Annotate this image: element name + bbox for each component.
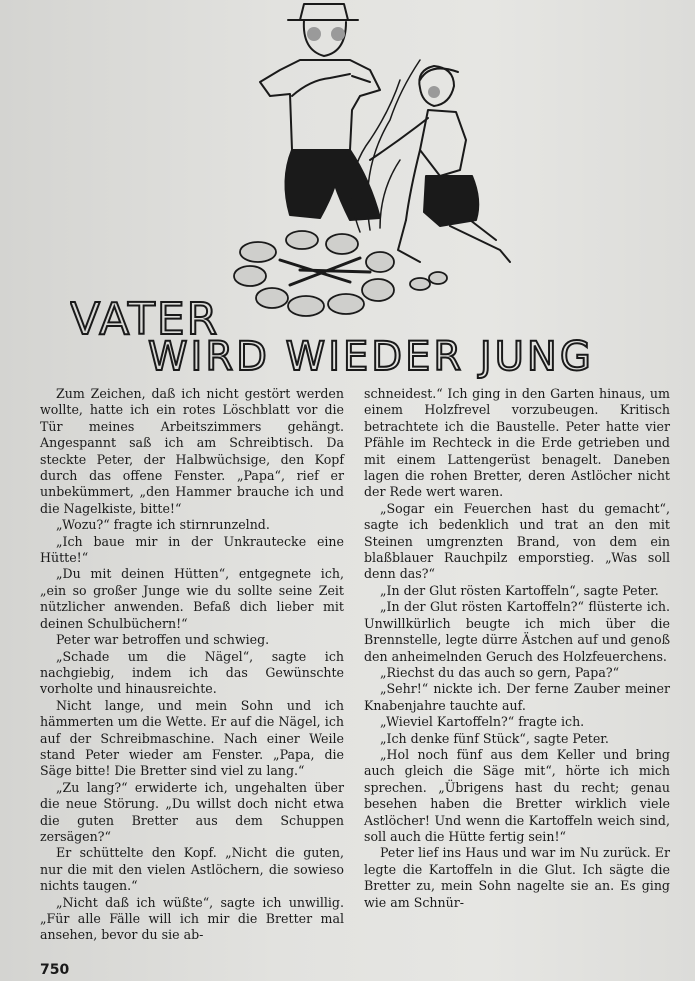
paragraph: „Wozu?“ fragte ich stirnrunzelnd. bbox=[56, 517, 270, 533]
paragraph: Peter war betroffen und schwieg. bbox=[56, 632, 270, 648]
paragraph: Peter lief ins Haus und war im Nu zurück. Er legte die Kartoffeln in die Glut. Ich sägte die Bretter zu, mein Sohn nagelte sie an. Es ging wie am Schnür- bbox=[364, 845, 670, 910]
title-line-2: WIRD WIEDER JUNG bbox=[148, 334, 594, 380]
title-lettering bbox=[70, 290, 630, 380]
paragraph: „In der Glut rösten Kartoffeln?“ flüsterte ich. Unwillkürlich beugte ich mich über die Brennstelle, legte dürre Ästchen auf und genoß den anheimelnden Geruch des Holzfeuerchens. bbox=[364, 599, 670, 664]
paragraph-continued: schneidest.“ Ich ging in den Garten hinaus, um einem Holzfrevel vorzubeugen. Kritisch betrachtete ich die Baustelle. Peter hatte vier Pfähle im Rechteck in die Erde getrieben und mit einem Lattengerüst benagelt. Daneben lagen die rohen Bretter, deren Astlöcher nicht der Rede wert waren. bbox=[364, 386, 670, 500]
page-number: 750 bbox=[40, 962, 70, 978]
paragraph: Nicht lange, und mein Sohn und ich hämmerten um die Wette. Er auf die Nägel, ich auf der Schreibmaschine. Nach einer Weile stand Peter wieder am Fenster. „Papa, die Säge bitte! Die Bretter sind viel zu lang.“ bbox=[40, 697, 344, 779]
paragraph: „Sogar ein Feuerchen hast du gemacht“, sagte ich bedenklich und trat an den mit Steinen umgrenzten Brand, von dem ein blaßblauer Rauchpilz emporstieg. „Was soll denn das?“ bbox=[364, 500, 670, 582]
paragraph: „Nicht daß ich wüßte“, sagte ich unwillig. „Für alle Fälle will ich mir die Bretter mal ansehen, bevor du sie ab- bbox=[40, 894, 344, 943]
paragraph: Zum Zeichen, daß ich nicht gestört werden wollte, hatte ich ein rotes Löschblatt vor die Tür meines Arbeitszimmers gehängt. Angespannt saß ich am Schreibtisch. Da steckte Peter, der Halbwüchsige, den Kopf durch das offene Fenster. „Papa“, rief er unbekümmert, „den Hammer brauche ich und die Nagelkiste, bitte!“ bbox=[40, 386, 344, 516]
story-illustration bbox=[220, 0, 530, 320]
left-column bbox=[40, 386, 344, 944]
paragraph: „Ich baue mir in der Unkrautecke eine Hütte!“ bbox=[40, 533, 344, 566]
article-title bbox=[70, 290, 630, 380]
paragraph: „Riechst du das auch so gern, Papa?“ bbox=[380, 664, 620, 680]
paragraph: „Schade um die Nägel“, sagte ich nachgiebig, indem ich das Gewünschte vorholte und hinausreichte. bbox=[40, 648, 344, 697]
paragraph: Er schüttelte den Kopf. „Nicht die guten, nur die mit den vielen Astlöchern, die sowieso nichts taugen.“ bbox=[40, 845, 344, 894]
title-line-1: VATER bbox=[70, 294, 220, 345]
father-son-campfire-illustration bbox=[220, 0, 530, 320]
paragraph: „Du mit deinen Hütten“, entgegnete ich, „ein so großer Junge wie du sollte seine Zeit nützlicher anwenden. Befaß dich lieber mit deinen Schulbüchern!“ bbox=[40, 566, 344, 631]
paragraph: „In der Glut rösten Kartoffeln“, sagte Peter. bbox=[380, 582, 659, 598]
paragraph: „Zu lang?“ erwiderte ich, ungehalten über die neue Störung. „Du willst doch nicht etwa die guten Bretter aus dem Schuppen zersägen?“ bbox=[40, 779, 344, 844]
paragraph: „Sehr!“ nickte ich. Der ferne Zauber meiner Knabenjahre tauchte auf. bbox=[364, 681, 670, 713]
paragraph: „Ich denke fünf Stück“, sagte Peter. bbox=[380, 730, 609, 746]
paragraph: „Hol noch fünf aus dem Keller und bring auch gleich die Säge mit“, hörte ich mich sprechen. „Übrigens hast du recht; genau besehen haben die Bretter wirklich viele Astlöcher! Und wenn die Kartoffeln weich sind, soll auch die Hütte fertig sein!“ bbox=[364, 746, 670, 844]
right-column bbox=[364, 386, 670, 911]
paragraph: „Wieviel Kartoffeln?“ fragte ich. bbox=[380, 714, 585, 730]
